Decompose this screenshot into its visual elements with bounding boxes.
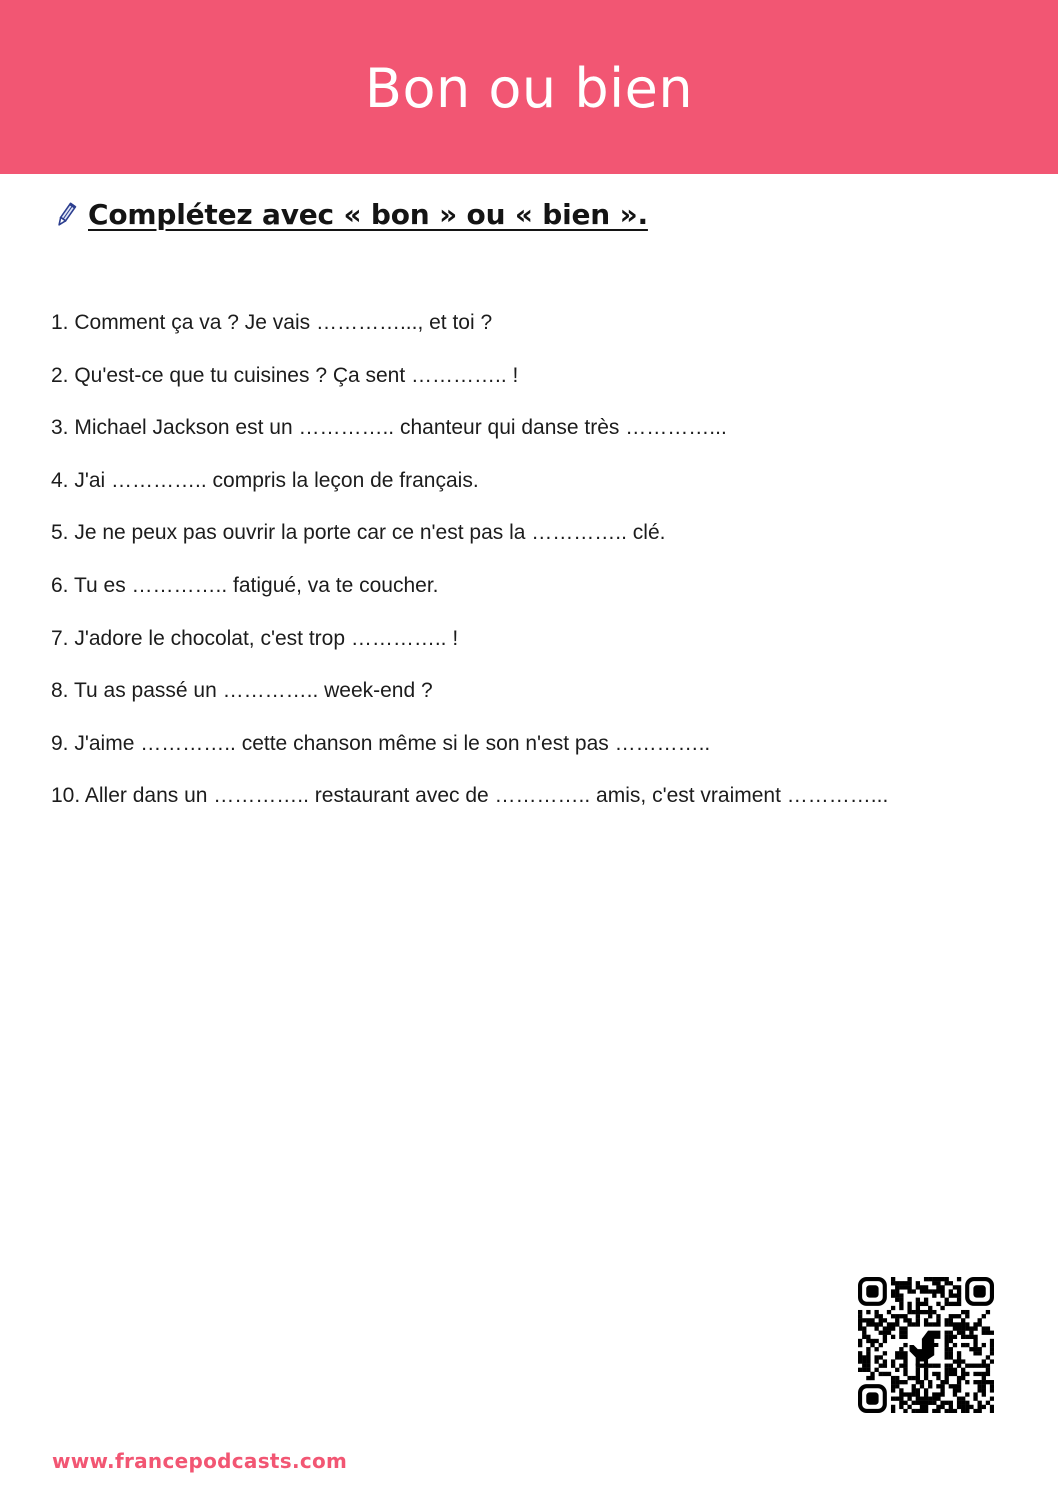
instruction-text: Complétez avec « bon » ou « bien ». [88,198,648,231]
exercise-item: 10. Aller dans un ………….. restaurant avec de ………….. amis, c'est vraiment …………... [51,784,889,808]
exercise-item: 9. J'aime ………….. cette chanson même si le son n'est pas ………….. [51,731,711,755]
exercise-item: 2. Qu'est-ce que tu cuisines ? Ça sent ………….. ! [51,363,519,387]
website-link[interactable]: www.francepodcasts.com [52,1449,348,1473]
pencil-icon [52,201,80,229]
exercise-item: 8. Tu as passé un ………….. week-end ? [51,679,433,703]
exercise-item: 5. Je ne peux pas ouvrir la porte car ce n'est pas la ………….. clé. [51,521,666,545]
exercise-item: 6. Tu es ………….. fatigué, va te coucher. [51,573,439,597]
exercise-item: 4. J'ai ………….. compris la leçon de français. [51,468,479,492]
exercise-item: 7. J'adore le chocolat, c'est trop ………….. ! [51,626,459,650]
instruction [52,198,648,231]
qr-code-icon[interactable] [858,1277,994,1413]
exercise-list [51,306,1011,832]
exercise-item: 3. Michael Jackson est un ………….. chanteur qui danse très …………... [51,416,727,440]
exercise-item: 1. Comment ça va ? Je vais …………..., et toi ? [51,311,493,334]
page-title: Bon ou bien [364,57,694,120]
